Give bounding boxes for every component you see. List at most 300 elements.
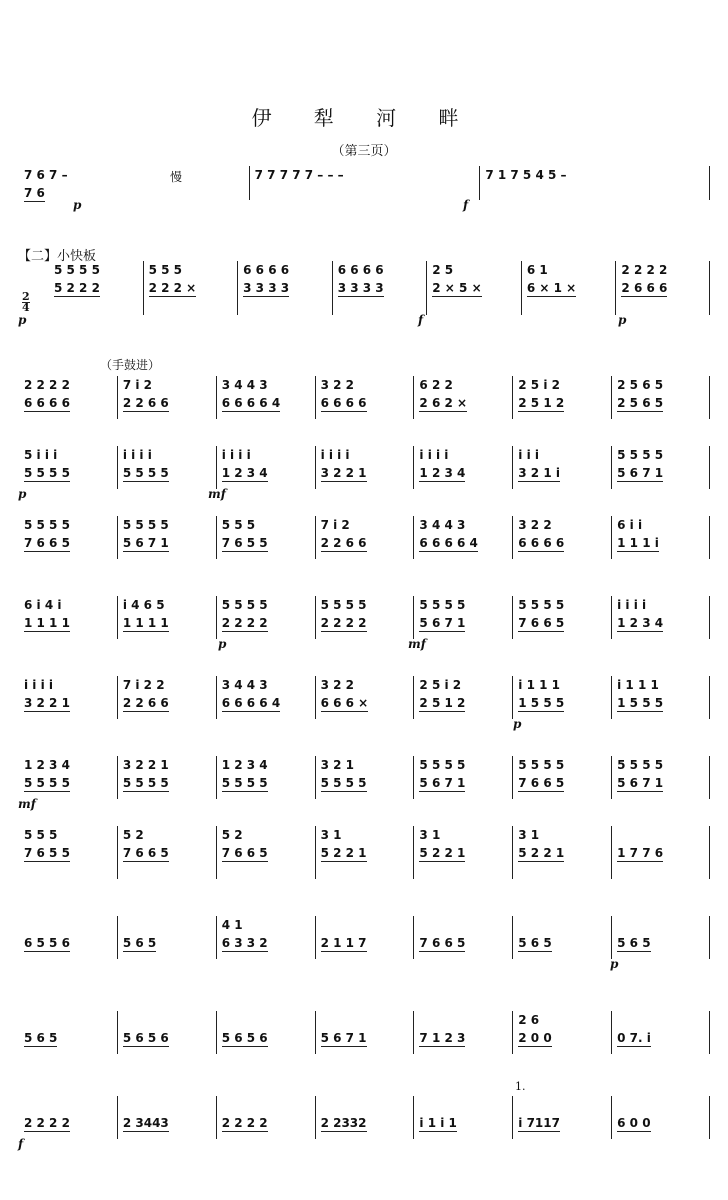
measure [413,1005,512,1060]
measure [216,910,315,965]
measure [512,590,611,645]
measure [611,1090,710,1145]
measure [611,440,710,495]
bar-line [117,676,118,719]
measure [117,1005,216,1060]
dynamic-mark: f [418,313,424,327]
lower-voice-notes: 2 × 5 × [432,281,482,295]
measure [413,590,512,645]
upper-voice-notes: 3 1 [419,828,441,842]
lower-voice-notes: 2 5 1 2 [419,696,466,710]
measure [143,255,238,321]
measure [611,510,710,565]
bar-line [413,826,414,879]
measure [413,440,512,495]
measure [413,820,512,885]
measure [117,440,216,495]
lower-voice-notes: 7 6 6 5 [419,936,466,950]
upper-voice-notes: i i i i [320,448,350,462]
upper-voice-notes: 2 5 6 5 [617,378,664,392]
measure [512,1090,611,1145]
upper-voice-notes: 5 5 5 5 [617,758,664,772]
staff-system [18,370,710,425]
lower-voice-notes: 6 × 1 × [526,281,577,295]
lower-voice-notes: 6 5 5 6 [24,936,70,950]
lower-voice-notes: 2 2 2 2 [320,616,367,630]
lower-voice-notes: 7 1 2 3 [419,1031,466,1045]
upper-voice-notes: 6 2 2 [419,378,453,392]
upper-voice-notes: i 1 1 1 [518,678,560,692]
bar-line [413,446,414,489]
ending-one-mark: 1. [515,1080,526,1093]
lower-voice-notes: 6 6 6 × [320,696,369,710]
upper-voice-notes: 3 2 2 [518,518,552,532]
staff-system [18,1005,710,1060]
bar-line [512,376,513,419]
measure [18,1005,117,1060]
upper-voice-notes: 2 2 2 2 [621,263,668,277]
lower-voice-notes: 6 6 6 6 [320,396,367,410]
upper-voice-notes: 6 i i [617,518,643,532]
measure [332,255,427,321]
bar-line [216,916,217,959]
upper-voice-notes: 6 1 [526,263,548,277]
upper-voice-notes: 2 6 [518,1013,540,1027]
dynamic-mark: p [618,313,627,327]
lower-voice-notes: 5 2 2 1 [419,846,466,860]
bar-line [117,756,118,799]
staff-system [18,1090,710,1151]
upper-voice-notes: 6 i 4 i [24,598,62,612]
upper-voice-notes: 5 5 5 5 [122,518,169,532]
bar-line [611,1096,612,1139]
lower-voice-notes: 5 6 5 [122,936,157,950]
lower-voice-notes: 5 6 7 1 [320,1031,367,1045]
measure [611,370,710,425]
lower-voice-notes: 2 5 1 2 [518,396,565,410]
measure [315,440,414,495]
lower-voice-notes: 6 6 6 6 [518,536,565,550]
bar-line [709,756,710,799]
lower-voice-notes: 5 6 7 1 [419,616,466,630]
lower-voice-notes: 2 2 6 6 [320,536,367,550]
upper-voice-notes: i i i i [617,598,647,612]
bar-line [315,756,316,799]
upper-voice-notes: i i i i [122,448,152,462]
time-signature-bottom: 4 [22,301,30,314]
lower-voice-notes: 6 3 3 2 [221,936,268,950]
measure [18,440,117,495]
lower-voice-notes: 5 2 2 1 [320,846,367,860]
bar-line [117,1011,118,1054]
measure [249,160,480,206]
upper-voice-notes: 3 4 4 3 [419,518,466,532]
upper-voice-notes: 5 5 5 5 [24,518,70,532]
lower-voice-notes: i 1 i 1 [419,1116,457,1130]
lower-voice-notes: 3 3 3 3 [337,281,384,295]
upper-voice-notes: 2 5 i 2 [518,378,560,392]
measure [237,255,332,321]
upper-voice-notes: 5 5 5 5 [617,448,664,462]
measure [18,820,117,885]
bar-line [611,516,612,559]
lower-voice-notes: 1 1 1 i [617,536,659,550]
lower-voice-notes: 2 1 1 7 [320,936,367,950]
upper-voice-notes: i 4 6 5 [122,598,165,612]
bar-line [216,1096,217,1139]
bar-line [413,1096,414,1139]
measure [117,820,216,885]
upper-voice-notes: 5 5 5 5 [320,598,367,612]
lower-voice-notes: 1 2 3 4 [617,616,664,630]
measure [512,910,611,965]
bar-line [117,916,118,959]
measure [216,750,315,805]
cymbal-entry-mark: （手鼓进） [100,358,161,372]
lower-voice-notes: 6 6 6 6 4 [221,696,281,710]
lower-voice-notes: 1 7 7 6 [617,846,664,860]
measure [18,160,249,206]
lower-voice-notes: 2 2 2 2 [221,616,268,630]
upper-voice-notes: 5 5 5 5 [221,598,268,612]
time-signature-top: 2 [22,290,30,303]
bar-line [117,596,118,639]
dynamic-mark: mf [408,637,426,651]
lower-voice-notes: 7 6 5 5 [221,536,268,550]
lower-voice-notes: 5 5 5 5 [24,776,70,790]
measure [512,370,611,425]
lower-voice-notes: 7 6 6 5 [518,776,565,790]
measure [479,160,710,206]
lower-voice-notes: 7 6 6 5 [122,846,169,860]
lower-voice-notes: 3 3 3 3 [243,281,290,295]
measure [117,670,216,725]
measure [426,255,521,321]
upper-voice-notes: 7 6 7 – [24,168,68,182]
measure [611,910,710,965]
upper-voice-notes: 7 i 2 [320,518,350,532]
bar-line [413,1011,414,1054]
bar-line [512,446,513,489]
bar-line [512,756,513,799]
dynamic-mark: p [18,313,27,327]
section-label: 【二】小快板 [18,249,97,264]
bar-line [413,596,414,639]
bar-line [709,596,710,639]
bar-line [117,516,118,559]
upper-voice-notes: 3 4 4 3 [221,678,268,692]
lower-voice-notes: 7 6 6 5 [221,846,268,860]
upper-voice-notes: i 1 1 1 [617,678,659,692]
lower-voice-notes: 3 2 2 1 [320,466,367,480]
upper-voice-notes: i i i i [24,678,53,692]
dynamic-mark: p [73,198,82,212]
upper-voice-notes: 2 2 2 2 [24,378,70,392]
measure [512,670,611,725]
measure [18,510,117,565]
upper-voice-notes: 5 5 5 5 [518,758,565,772]
bar-line [216,826,217,879]
bar-line [521,261,522,315]
lower-voice-notes: 7 6 6 5 [518,616,565,630]
staff-system [18,750,710,811]
upper-voice-notes: 5 2 [221,828,243,842]
bar-line [512,516,513,559]
lower-voice-notes: 2 2332 [320,1116,367,1130]
upper-voice-notes: 5 5 5 5 [518,598,565,612]
dynamic-mark: p [218,637,227,651]
measure [117,590,216,645]
measure [117,750,216,805]
bar-line [709,446,710,489]
upper-voice-notes: 1 2 3 4 [221,758,268,772]
bar-line [315,1096,316,1139]
bar-line [611,376,612,419]
measure [216,1005,315,1060]
upper-voice-notes: 7 i 2 2 [122,678,165,692]
lower-voice-notes: 5 6 7 1 [617,776,664,790]
bar-line [413,516,414,559]
bar-line [611,676,612,719]
bar-line [315,826,316,879]
bar-line [216,516,217,559]
upper-voice-notes: 6 6 6 6 [243,263,290,277]
bar-line [413,376,414,419]
lower-voice-notes: 2 2 6 6 [122,696,169,710]
measure [611,670,710,725]
upper-voice-notes: i i i i [419,448,449,462]
lower-voice-notes: 2 6 6 6 [621,281,668,295]
bar-line [611,446,612,489]
lower-voice-notes: 6 6 6 6 4 [419,536,478,550]
bar-line [315,916,316,959]
measure [512,440,611,495]
bar-line [315,446,316,489]
upper-voice-notes: 7 i 2 [122,378,153,392]
lower-voice-notes: 5 5 5 5 [320,776,367,790]
lower-voice-notes: 3 2 2 1 [24,696,70,710]
upper-voice-notes: 3 2 2 [320,678,354,692]
measure [216,510,315,565]
lower-voice-notes: 7 6 6 5 [24,536,70,550]
upper-voice-notes: 2 5 [432,263,454,277]
lower-voice-notes: 1 5 5 5 [518,696,565,710]
measure [315,910,414,965]
bar-line [709,676,710,719]
bar-line [117,446,118,489]
bar-line [709,166,710,200]
measure [216,1090,315,1145]
dynamic-mark: p [513,717,522,731]
upper-voice-notes: 3 2 2 1 [122,758,169,772]
measure [512,750,611,805]
lower-voice-notes: 1 2 3 4 [221,466,268,480]
bar-line [216,376,217,419]
lower-voice-notes: 5 5 5 5 [122,466,169,480]
page-title: 伊 犁 河 畔 [251,106,477,130]
bar-line [709,1011,710,1054]
measure [18,670,117,725]
measure [18,590,117,645]
measure [413,670,512,725]
measure [18,370,117,425]
measure [512,820,611,885]
staff-system [18,820,710,885]
lower-voice-notes: 5 6 5 6 [221,1031,268,1045]
bar-line [615,261,616,315]
lower-voice-notes: 1 1 1 1 [24,616,70,630]
measure [413,750,512,805]
lower-voice-notes: 5 5 5 5 [24,466,70,480]
lower-voice-notes: 7 6 5 5 [24,846,70,860]
upper-voice-notes: 6 6 6 6 [337,263,384,277]
upper-voice-notes: 3 2 1 [320,758,354,772]
dynamic-mark: f [463,198,469,212]
lower-voice-notes: 5 6 5 [518,936,552,950]
measure [615,255,710,321]
time-signature [22,292,30,313]
lower-voice-notes: 6 6 6 6 [24,396,70,410]
bar-line [216,1011,217,1054]
measure [18,910,117,965]
upper-voice-notes: 3 1 [518,828,540,842]
lower-voice-notes: 2 2 6 6 [122,396,169,410]
upper-voice-notes: 3 4 4 3 [221,378,268,392]
upper-voice-notes: 7 1 7 5 4 5 – [485,168,567,182]
staff-system [18,910,710,971]
lower-voice-notes: 5 5 5 5 [221,776,268,790]
measure [18,1090,117,1145]
lower-voice-notes: 6 0 0 [617,1116,651,1130]
upper-voice-notes: i i i [518,448,539,462]
bar-line [479,166,480,200]
dynamic-mark: f [18,1137,24,1151]
measure [521,255,616,321]
measure [315,370,414,425]
lower-voice-notes: 5 6 5 [24,1031,58,1045]
measure [117,910,216,965]
lower-voice-notes: 1 2 3 4 [419,466,466,480]
lower-voice-notes: i 7117 [518,1116,560,1130]
measure [413,1090,512,1145]
measure [413,510,512,565]
bar-line [413,916,414,959]
bar-line [216,596,217,639]
bar-line [143,261,144,315]
lower-voice-notes: 0 7. i [617,1031,651,1045]
measure [315,510,414,565]
lower-voice-notes: 2 5 6 5 [617,396,664,410]
measure [48,255,143,321]
upper-voice-notes: 5 2 [122,828,144,842]
upper-voice-notes: 5 5 5 [148,263,182,277]
bar-line [216,446,217,489]
bar-line [512,1096,513,1139]
bar-line [709,376,710,419]
bar-line [216,676,217,719]
upper-voice-notes: 5 5 5 5 [54,263,100,277]
bar-line [709,916,710,959]
measure [512,510,611,565]
upper-voice-notes: 5 5 5 [221,518,256,532]
bar-line [315,516,316,559]
upper-voice-notes: 5 5 5 [24,828,58,842]
measure [216,370,315,425]
dynamic-mark: mf [208,487,226,501]
staff-system [18,670,710,731]
bar-line [315,676,316,719]
bar-line [315,596,316,639]
upper-voice-notes: 5 5 5 5 [419,598,466,612]
measure [216,670,315,725]
bar-line [611,756,612,799]
measure [413,910,512,965]
bar-line [413,676,414,719]
upper-voice-notes: 7 7 7 7 7 – – – [254,168,344,182]
upper-voice-notes: 3 2 2 [320,378,354,392]
measure [315,820,414,885]
upper-voice-notes: 5 5 5 5 [419,758,466,772]
bar-line [512,826,513,879]
bar-line [611,596,612,639]
lower-voice-notes: 6 6 6 6 4 [221,396,281,410]
page-subtitle: （第三页） [331,144,397,159]
measure [117,1090,216,1145]
bar-line [117,1096,118,1139]
lower-voice-notes: 1 5 5 5 [617,696,664,710]
measure [216,820,315,885]
upper-voice-notes: 2 5 i 2 [419,678,462,692]
measure [315,590,414,645]
upper-voice-notes: 3 1 [320,828,342,842]
measure [611,750,710,805]
bar-line [611,1011,612,1054]
lower-voice-notes: 5 6 5 [617,936,651,950]
bar-line [332,261,333,315]
bar-line [611,826,612,879]
measure [315,1005,414,1060]
bar-line [709,826,710,879]
lower-voice-notes: 2 3443 [122,1116,169,1130]
staff-system [18,440,710,501]
bar-line [512,676,513,719]
lower-voice-notes: 7 6 [24,186,45,200]
measure [216,590,315,645]
dynamic-mark: p [18,487,27,501]
bar-line [709,261,710,315]
dynamic-mark: p [610,957,619,971]
measure [117,370,216,425]
bar-line [709,516,710,559]
lower-voice-notes: 5 6 7 1 [617,466,664,480]
bar-line [512,916,513,959]
lower-voice-notes: 1 1 1 1 [122,616,169,630]
lower-voice-notes: 5 5 5 5 [122,776,169,790]
lower-voice-notes: 2 2 2 2 [221,1116,268,1130]
dynamic-mark: mf [18,797,36,811]
bar-line [512,596,513,639]
bar-line [611,916,612,959]
measure [315,1090,414,1145]
measure [611,590,710,645]
measure [611,820,710,885]
measure [315,670,414,725]
tempo-slow-mark: 慢 [170,170,183,184]
lower-voice-notes: 2 0 0 [518,1031,552,1045]
lower-voice-notes: 5 6 7 1 [122,536,169,550]
measure [413,370,512,425]
lower-voice-notes: 5 6 5 6 [122,1031,169,1045]
